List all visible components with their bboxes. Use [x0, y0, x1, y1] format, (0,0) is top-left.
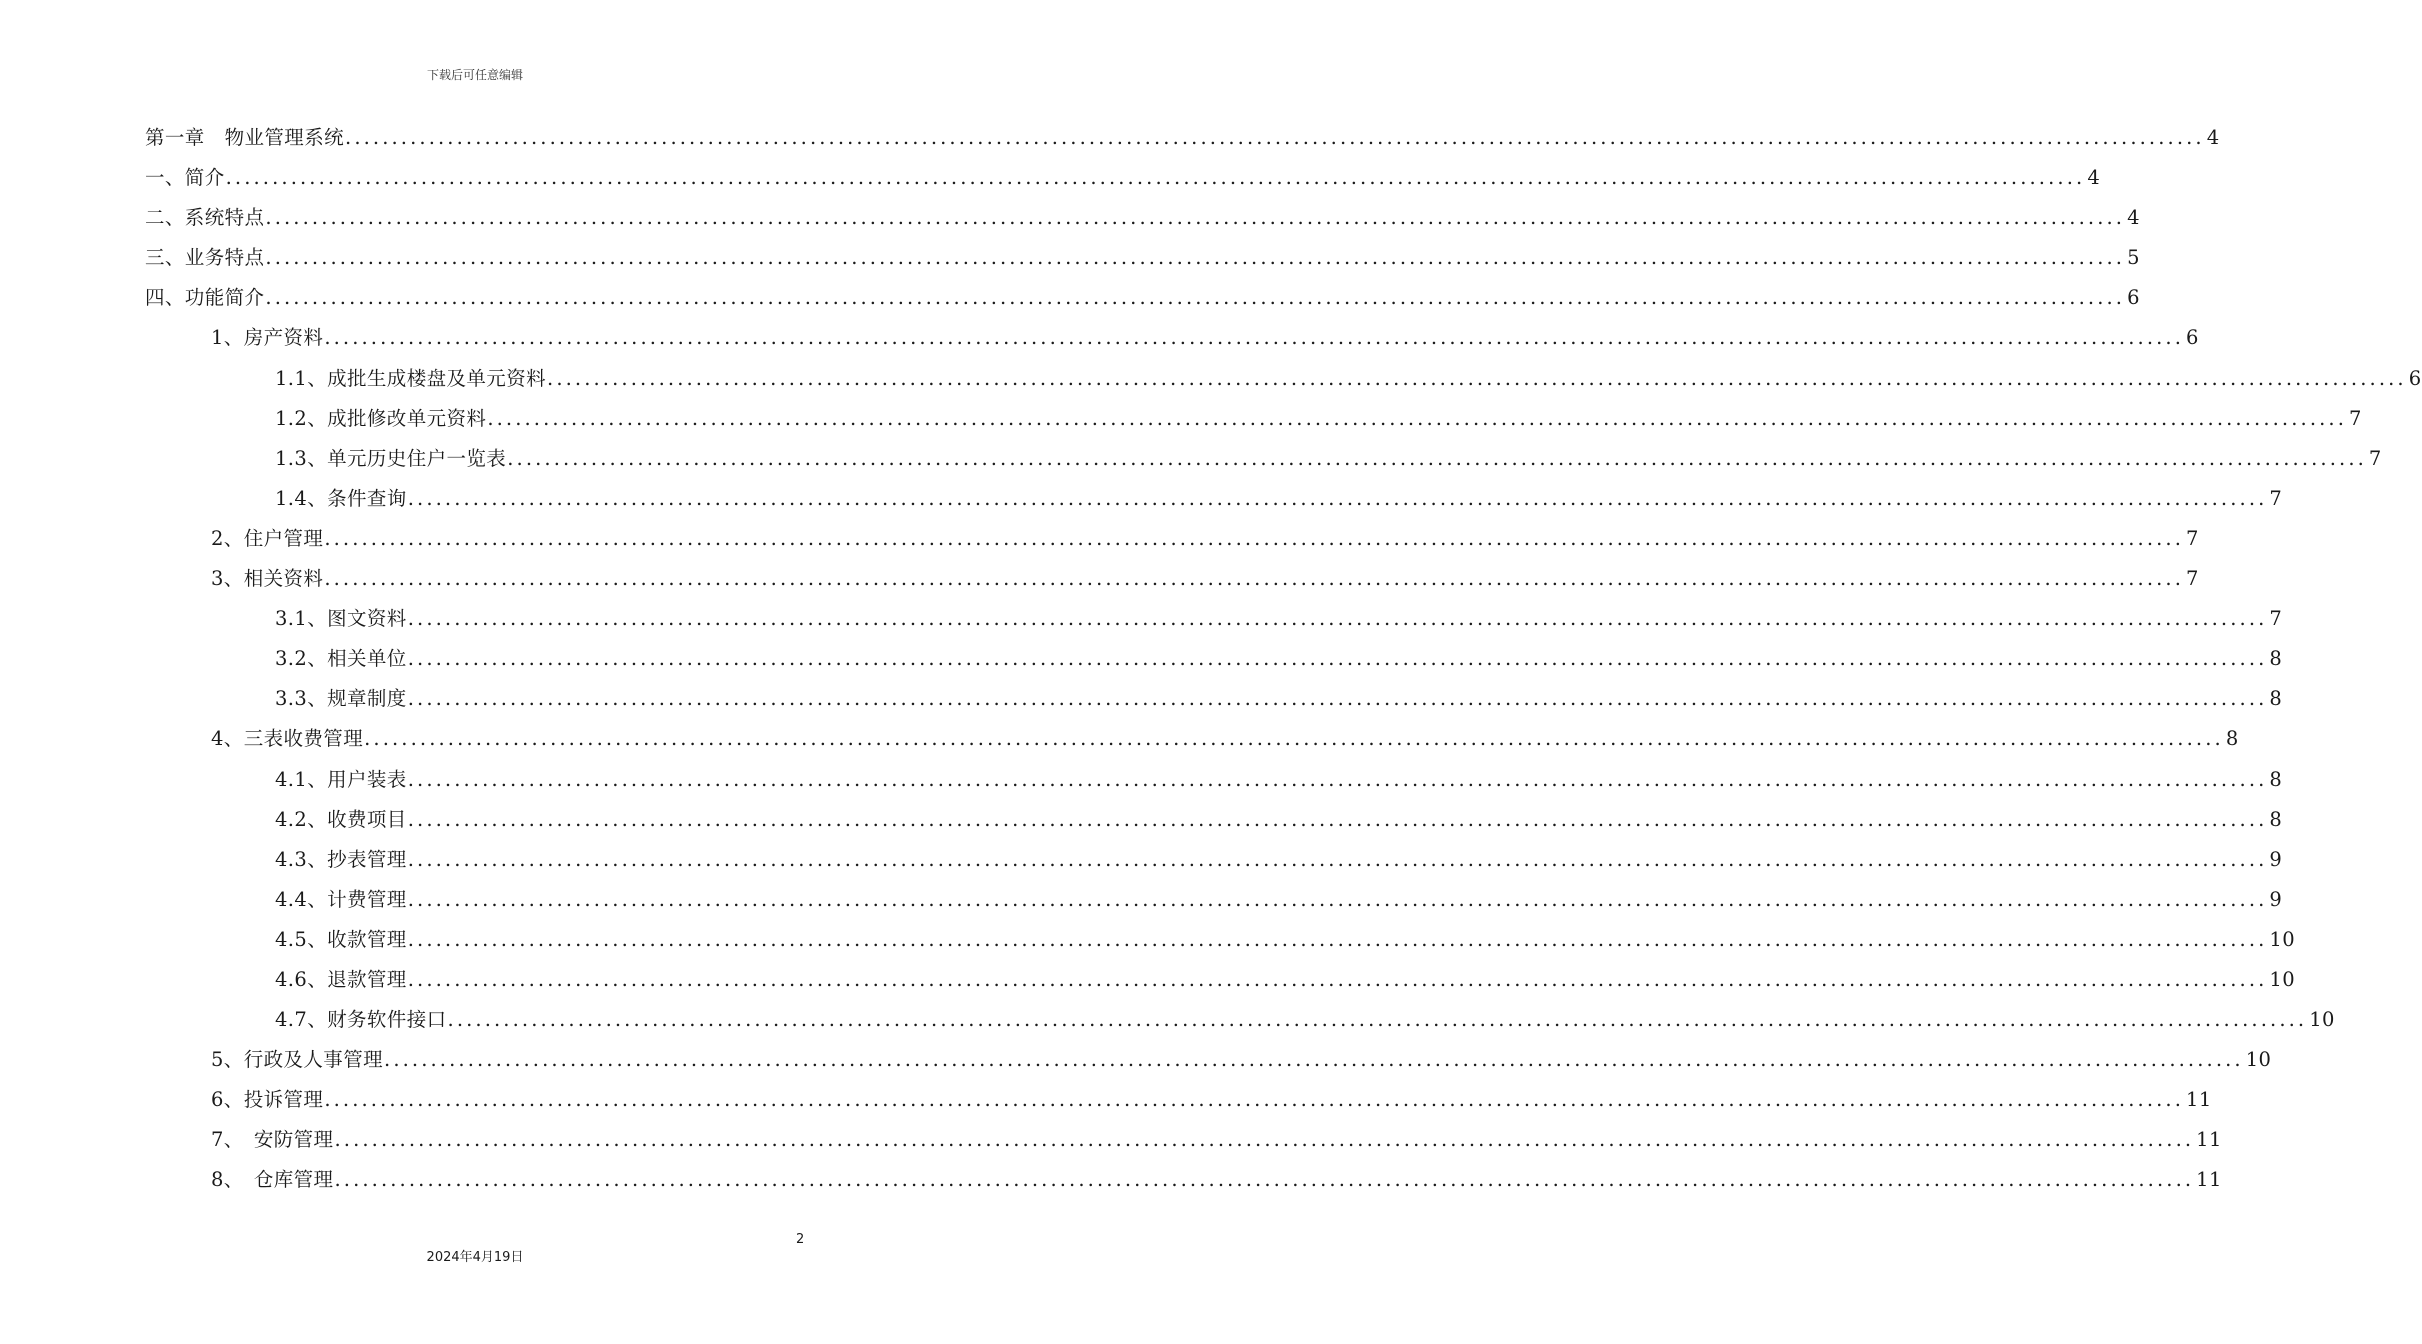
toc-entry-label: 4.7、财务软件接口 [275, 1008, 447, 1032]
toc-entry-page: 8 [2269, 767, 2283, 791]
toc-entry-label: 4.4、计费管理 [275, 887, 407, 911]
toc-dot-leader: ........................................................................................................................................................................................................ [334, 1128, 2195, 1152]
toc-dot-leader: ........................................................................................................................................................................................................ [407, 847, 2268, 871]
toc-entry-page: 6 [2408, 366, 2422, 390]
toc-dot-leader: ........................................................................................................................................................................................................ [547, 366, 2407, 390]
toc-entry[interactable] [145, 238, 2140, 278]
toc-entry-label: 1.4、条件查询 [275, 486, 407, 510]
toc-dot-leader: ........................................................................................................................................................................................................ [324, 326, 2185, 350]
toc-entry-page: 6 [2127, 286, 2140, 310]
toc-entry-label: 2、住户管理 [211, 526, 324, 550]
toc-entry-page: 7 [2269, 486, 2283, 510]
toc-entry[interactable] [145, 800, 2283, 840]
toc-entry-page: 11 [2186, 1088, 2212, 1112]
toc-entry[interactable] [145, 679, 2283, 719]
toc-dot-leader: ........................................................................................................................................................................................................ [507, 446, 2367, 470]
toc-entry-page: 11 [2196, 1168, 2222, 1192]
toc-entry-page: 9 [2269, 847, 2283, 871]
toc-entry[interactable] [145, 359, 2422, 399]
toc-entry-page: 11 [2196, 1128, 2222, 1152]
toc-entry[interactable] [145, 559, 2199, 599]
toc-entry-label: 四、功能简介 [145, 286, 265, 310]
toc-entry[interactable] [145, 519, 2199, 559]
toc-entry[interactable] [145, 278, 2140, 318]
toc-entry[interactable] [145, 1040, 2272, 1080]
toc-entry-page: 6 [2186, 326, 2199, 350]
toc-entry[interactable] [145, 399, 2362, 439]
toc-dot-leader: ........................................................................................................................................................................................................ [407, 967, 2268, 991]
toc-dot-leader: ........................................................................................................................................................................................................ [487, 406, 2348, 430]
toc-entry-label: 第一章 物业管理系统 [145, 126, 345, 149]
toc-entry-page: 10 [2269, 967, 2296, 991]
toc-entry-label: 4.3、抄表管理 [275, 847, 407, 871]
toc-dot-leader: ........................................................................................................................................................................................................ [324, 1088, 2185, 1112]
toc-dot-leader: ........................................................................................................................................................................................................ [384, 1048, 2244, 1072]
toc-entry-label: 1、房产资料 [211, 326, 324, 350]
toc-entry-label: 3.2、相关单位 [275, 647, 407, 671]
toc-dot-leader: ........................................................................................................................................................................................................ [407, 647, 2268, 671]
toc-entry-label: 3.1、图文资料 [275, 607, 407, 631]
toc-entry-page: 9 [2269, 887, 2283, 911]
toc-entry[interactable] [145, 118, 2220, 158]
toc-entry-label: 4.6、退款管理 [275, 967, 407, 991]
toc-entry-page: 8 [2269, 807, 2283, 831]
toc-dot-leader: ........................................................................................................................................................................................................ [407, 607, 2268, 631]
toc-dot-leader: ........................................................................................................................................................................................................ [265, 286, 2126, 310]
toc-dot-leader: ........................................................................................................................................................................................................ [364, 727, 2224, 751]
toc-entry[interactable] [145, 439, 2382, 479]
toc-dot-leader: ........................................................................................................................................................................................................ [225, 166, 2086, 190]
toc-entry[interactable] [145, 719, 2239, 759]
page-number: 2 [796, 1232, 805, 1247]
table-of-contents [145, 118, 2422, 1201]
toc-entry-label: 1.3、单元历史住户一览表 [275, 446, 507, 470]
toc-entry-page: 5 [2127, 246, 2140, 270]
toc-entry-page: 8 [2269, 647, 2283, 671]
toc-entry-page: 7 [2186, 567, 2199, 591]
toc-entry[interactable] [145, 1160, 2222, 1200]
toc-entry[interactable] [145, 639, 2283, 679]
toc-entry-label: 3.3、规章制度 [275, 687, 407, 711]
toc-entry-label: 一、简介 [145, 166, 225, 190]
toc-dot-leader: ........................................................................................................................................................................................................ [407, 767, 2268, 791]
toc-entry[interactable] [145, 840, 2283, 880]
toc-entry-page: 10 [2245, 1048, 2272, 1072]
toc-entry-label: 三、业务特点 [145, 246, 265, 270]
toc-entry-page: 8 [2269, 687, 2283, 711]
toc-entry-page: 8 [2225, 727, 2239, 751]
toc-entry[interactable] [145, 1000, 2335, 1040]
toc-entry-page: 10 [2269, 927, 2296, 951]
toc-entry[interactable] [145, 960, 2296, 1000]
toc-entry[interactable] [145, 318, 2199, 358]
toc-dot-leader: ........................................................................................................................................................................................................ [334, 1168, 2195, 1192]
toc-entry-label: 7、 安防管理 [211, 1128, 334, 1152]
toc-entry-label: 4.5、收款管理 [275, 927, 407, 951]
toc-dot-leader: ........................................................................................................................................................................................................ [407, 927, 2268, 951]
toc-entry-page: 7 [2186, 526, 2199, 550]
toc-dot-leader: ........................................................................................................................................................................................................ [407, 486, 2268, 510]
toc-dot-leader: ........................................................................................................................................................................................................ [447, 1008, 2308, 1032]
toc-dot-leader: ........................................................................................................................................................................................................ [265, 206, 2126, 230]
toc-entry[interactable] [145, 158, 2101, 198]
toc-entry-page: 4 [2087, 166, 2101, 190]
toc-dot-leader: ........................................................................................................................................................................................................ [407, 687, 2268, 711]
toc-entry-label: 4.1、用户装表 [275, 767, 407, 791]
toc-entry-page: 7 [2269, 607, 2283, 631]
toc-entry[interactable] [145, 760, 2283, 800]
toc-entry-label: 1.1、成批生成楼盘及单元资料 [275, 366, 547, 390]
toc-entry-label: 8、 仓库管理 [211, 1168, 334, 1192]
toc-entry-label: 5、行政及人事管理 [211, 1048, 384, 1072]
footer-date: 2024年4月19日 [426, 1250, 524, 1265]
toc-entry-label: 6、投诉管理 [211, 1088, 324, 1112]
toc-entry[interactable] [145, 880, 2283, 920]
toc-dot-leader: ........................................................................................................................................................................................................ [345, 126, 2205, 149]
toc-entry[interactable] [145, 920, 2296, 960]
toc-entry-label: 4.2、收费项目 [275, 807, 407, 831]
toc-entry-label: 二、系统特点 [145, 206, 265, 230]
toc-dot-leader: ........................................................................................................................................................................................................ [324, 567, 2185, 591]
page-header: 下载后可任意编辑 [426, 68, 523, 82]
toc-entry-page: 7 [2368, 446, 2382, 470]
toc-entry[interactable] [145, 479, 2283, 519]
toc-entry[interactable] [145, 1120, 2222, 1160]
toc-dot-leader: ........................................................................................................................................................................................................ [407, 887, 2268, 911]
toc-entry[interactable] [145, 1080, 2212, 1120]
toc-entry-page: 4 [2206, 126, 2220, 149]
toc-entry-page: 10 [2309, 1008, 2335, 1032]
toc-entry-label: 1.2、成批修改单元资料 [275, 406, 487, 430]
toc-entry[interactable] [145, 599, 2283, 639]
toc-dot-leader: ........................................................................................................................................................................................................ [265, 246, 2126, 270]
toc-entry-label: 3、相关资料 [211, 567, 324, 591]
toc-entry-page: 7 [2349, 406, 2362, 430]
toc-dot-leader: ........................................................................................................................................................................................................ [407, 807, 2268, 831]
toc-entry-label: 4、三表收费管理 [211, 727, 364, 751]
toc-dot-leader: ........................................................................................................................................................................................................ [324, 526, 2185, 550]
toc-entry-page: 4 [2127, 206, 2140, 230]
toc-entry[interactable] [145, 198, 2140, 238]
